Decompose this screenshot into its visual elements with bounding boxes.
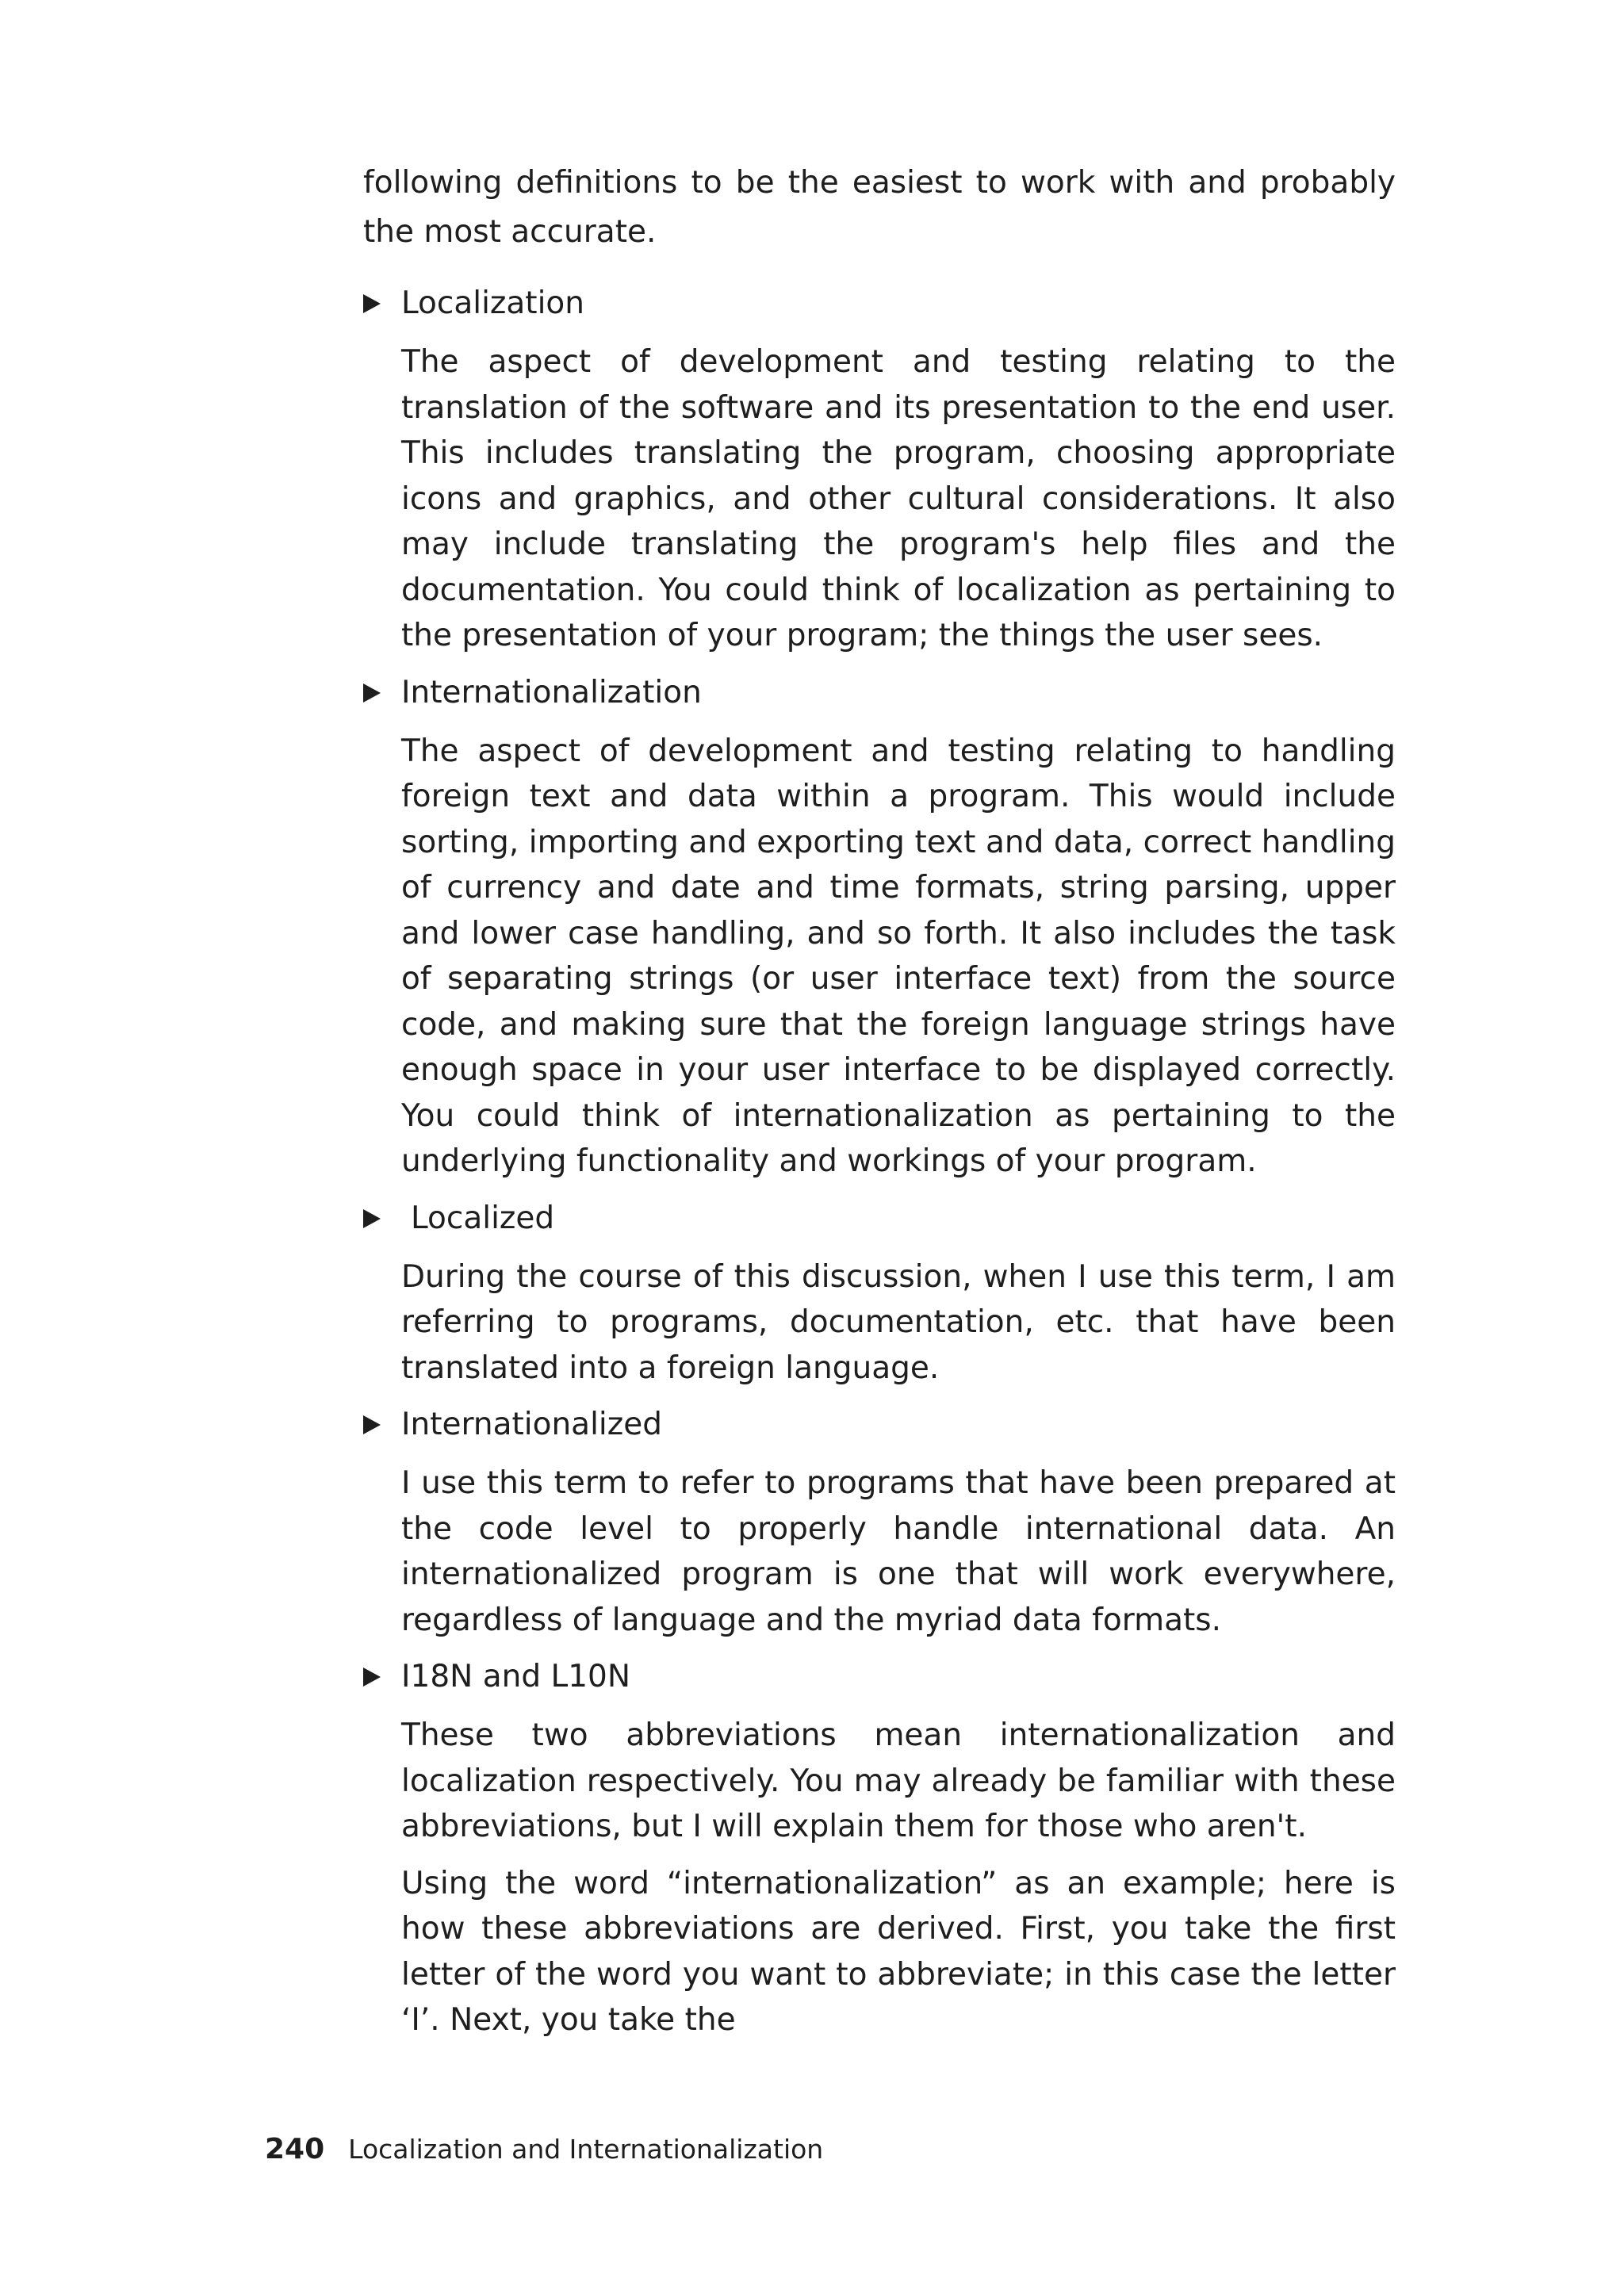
definition-term	[363, 1402, 1396, 1448]
definition-paragraph: During the course of this discussion, when I use this term, I am referring to programs, documentation, etc. that have been translated into a foreign language.	[401, 1258, 1396, 1386]
triangle-bullet-icon	[363, 1415, 381, 1434]
running-head: Localization and Internationalization	[348, 2134, 824, 2165]
triangle-bullet-icon	[363, 683, 381, 703]
triangle-bullet-icon	[363, 294, 381, 313]
definition-term	[363, 1654, 1396, 1700]
term-label: Internationalized	[401, 1407, 662, 1442]
definition-item-localized	[363, 1196, 1396, 1392]
term-label: Localization	[401, 285, 584, 321]
definition-term	[363, 670, 1396, 716]
definition-paragraph: The aspect of development and testing relating to the translation of the software and its presentation to the end user. This includes translating the program, choosing appropriate icons and graphics, and other cultural considerations. It also may include translating the program's help files and the documentation. You could think of localization as pertaining to the presentation of your program; the things the user sees.	[401, 344, 1396, 653]
definition-paragraph: The aspect of development and testing relating to handling foreign text and data within a program. This would include sorting, importing and exporting text and data, correct handling of currency and date and time formats, string parsing, upper and lower case handling, and so forth. It also includes the task of separating strings (or user interface text) from the source code, and making sure that the foreign language strings have enough space in your user interface to be displayed correctly. You could think of internationalization as pertaining to the underlying functionality and workings of your program.	[401, 733, 1396, 1179]
term-label: Localized	[411, 1200, 555, 1236]
page-number: 240	[265, 2133, 325, 2165]
definition-paragraph: Using the word “internationalization” as an example; here is how these abbreviations are derived. First, you take the first letter of the word you want to abbreviate; in this case the letter ‘I’. Next, you take the	[401, 1865, 1396, 2038]
definition-item-i18n-l10n	[363, 1654, 1396, 2043]
definition-term	[363, 1196, 1396, 1242]
triangle-bullet-icon	[363, 1667, 381, 1687]
triangle-bullet-icon	[363, 1209, 381, 1228]
intro-paragraph: following definitions to be the easiest to work with and probably the most accurate.	[363, 165, 1396, 250]
definition-item-localization	[363, 281, 1396, 659]
definition-paragraph: These two abbreviations mean internationalization and localization respectively. You may already be familiar with these abbreviations, but I will explain them for those who aren't.	[401, 1717, 1396, 1844]
definition-item-internationalized	[363, 1402, 1396, 1643]
page-body	[363, 159, 1396, 2054]
definition-item-internationalization	[363, 670, 1396, 1185]
definition-term	[363, 281, 1396, 327]
definition-paragraph: I use this term to refer to programs that have been prepared at the code level to properly handle international data. An internationalized program is one that will work everywhere, regardless of language and the myriad data formats.	[401, 1465, 1396, 1638]
page-footer	[265, 2133, 823, 2173]
term-label: I18N and L10N	[401, 1659, 630, 1694]
term-label: Internationalization	[401, 674, 702, 710]
